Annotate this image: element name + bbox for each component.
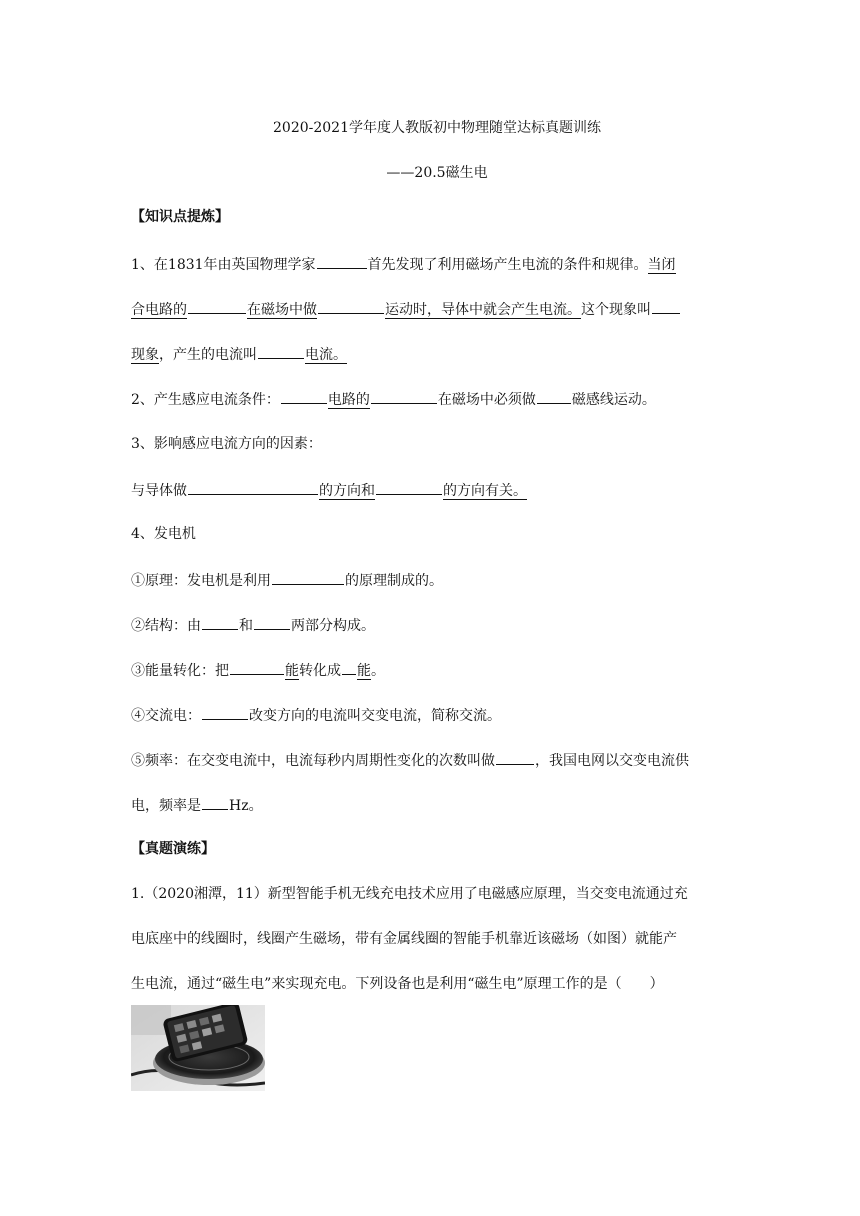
practice-question-1-line-2: 电底座中的线圈时，线圈产生磁场，带有金属线圈的智能手机靠近该磁场（如图）就能产 (131, 931, 677, 947)
answer-blank (342, 659, 356, 675)
answer-blank (318, 298, 384, 314)
answer-blank (537, 388, 571, 404)
answer-blank (317, 253, 367, 269)
document-title: 2020-2021学年度人教版初中物理随堂达标真题训练 (273, 120, 601, 136)
question-3-line: 与导体做 的方向和 的方向有关。 (131, 479, 743, 501)
question-3-heading: 3、影响感应电流方向的因素： (131, 436, 322, 452)
practice-question-1-line-1: 1.（2020湘潭，11）新型智能手机无线充电技术应用了电磁感应原理，当交变电流通过充 (131, 886, 688, 902)
phone-on-charger-illustration (131, 1005, 265, 1091)
question-1-line-3: 现象，产生的电流叫 电流。 (131, 343, 743, 365)
question-4-ac: ④交流电： 改变方向的电流叫交变电流，简称交流。 (131, 704, 743, 726)
question-2: 2、产生感应电流条件： 电路的 在磁场中必须做 磁感线运动。 (131, 388, 743, 410)
answer-blank (371, 388, 437, 404)
answer-blank (258, 343, 304, 359)
answer-blank (230, 659, 284, 675)
question-1-line-1: 1、在1831年由英国物理学家 首先发现了利用磁场产生电流的条件和规律。当闭 (131, 253, 743, 275)
section-heading-practice: 【真题演练】 (131, 841, 215, 857)
question-4-energy: ③能量转化：把 能转化成 能。 (131, 659, 743, 681)
question-4-principle: ①原理：发电机是利用 的原理制成的。 (131, 569, 743, 591)
wireless-charging-photo (131, 1005, 265, 1091)
answer-blank (202, 704, 248, 720)
document-subtitle: ——20.5磁生电 (386, 165, 488, 181)
answer-blank (254, 614, 290, 630)
answer-blank (496, 749, 534, 765)
question-4-frequency-line-2: 电，频率是 Hz。 (131, 794, 743, 816)
question-1-line-2: 合电路的 在磁场中做 运动时，导体中就会产生电流。这个现象叫 (131, 298, 743, 320)
answer-blank (188, 479, 318, 495)
answer-blank (652, 298, 680, 314)
answer-blank (202, 614, 238, 630)
answer-blank (281, 388, 327, 404)
question-4-structure: ②结构：由 和 两部分构成。 (131, 614, 743, 636)
answer-blank (202, 794, 228, 810)
answer-blank (272, 569, 344, 585)
question-4-frequency-line-1: ⑤频率：在交变电流中，电流每秒内周期性变化的次数叫做 ，我国电网以交变电流供 (131, 749, 743, 771)
answer-blank (376, 479, 442, 495)
section-heading-knowledge: 【知识点提炼】 (131, 209, 229, 225)
practice-question-1-line-3: 生电流，通过“磁生电”来实现充电。下列设备也是利用“磁生电”原理工作的是（ ） (131, 976, 664, 992)
question-4-heading: 4、发电机 (131, 526, 196, 542)
answer-blank (188, 298, 246, 314)
